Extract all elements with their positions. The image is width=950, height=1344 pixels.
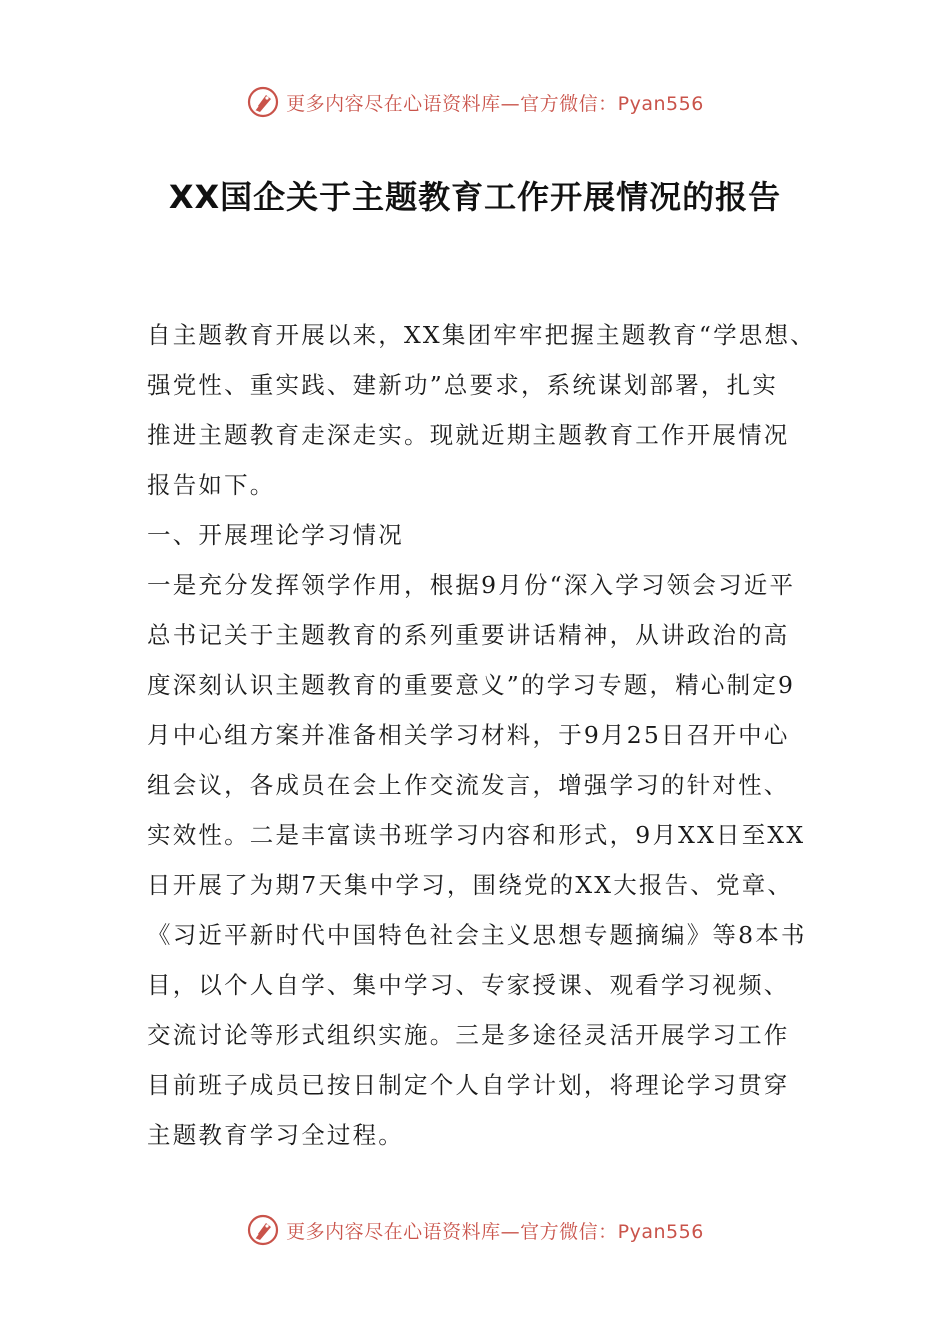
paragraph-line: 目前班子成员已按日制定个人自学计划，将理论学习贯穿: [147, 1071, 790, 1099]
paragraph-line: 交流讨论等形式组织实施。三是多途径灵活开展学习工作: [147, 1021, 790, 1049]
paragraph-line: 推进主题教育走深走实。现就近期主题教育工作开展情况: [147, 421, 790, 449]
document-body: [147, 310, 827, 1160]
banner-text: 更多内容尽在心语资料库—官方微信：Pyan556: [286, 92, 704, 115]
paragraph-line: 自主题教育开展以来，XX集团牢牢把握主题教育“学思想、: [147, 321, 816, 349]
paragraph-line: 实效性。二是丰富读书班学习内容和形式，9月XX日至XX: [147, 821, 806, 849]
paragraph-line: 一是充分发挥领学作用，根据9月份“深入学习领会习近平: [147, 571, 796, 599]
paragraph-line: 日开展了为期7天集中学习，围绕党的XX大报告、党章、: [147, 871, 794, 899]
paragraph-line: 主题教育学习全过程。: [147, 1121, 404, 1149]
section-heading: 一、开展理论学习情况: [147, 521, 404, 549]
header-banner: [0, 82, 950, 122]
paragraph-line: 报告如下。: [147, 471, 276, 499]
paragraph-line: 总书记关于主题教育的系列重要讲话精神，从讲政治的高: [147, 621, 790, 649]
pen-nib-logo-icon: [246, 85, 280, 119]
paragraph-line: 度深刻认识主题教育的重要意义”的学习专题，精心制定9: [147, 671, 796, 699]
paragraph-line: 月中心组方案并准备相关学习材料，于9月25日召开中心: [147, 721, 790, 749]
paragraph-line: 目，以个人自学、集中学习、专家授课、观看学习视频、: [147, 971, 790, 999]
paragraph-line: 组会议，各成员在会上作交流发言，增强学习的针对性、: [147, 771, 790, 799]
footer-banner: [0, 1210, 950, 1250]
paragraph-line: 《习近平新时代中国特色社会主义思想专题摘编》等8本书: [147, 921, 807, 949]
banner-text: 更多内容尽在心语资料库—官方微信：Pyan556: [286, 1220, 704, 1243]
paragraph-line: 强党性、重实践、建新功”总要求，系统谋划部署，扎实: [147, 371, 779, 399]
document-title: XX国企关于主题教育工作开展情况的报告: [168, 178, 782, 216]
pen-nib-logo-icon: [246, 1213, 280, 1247]
